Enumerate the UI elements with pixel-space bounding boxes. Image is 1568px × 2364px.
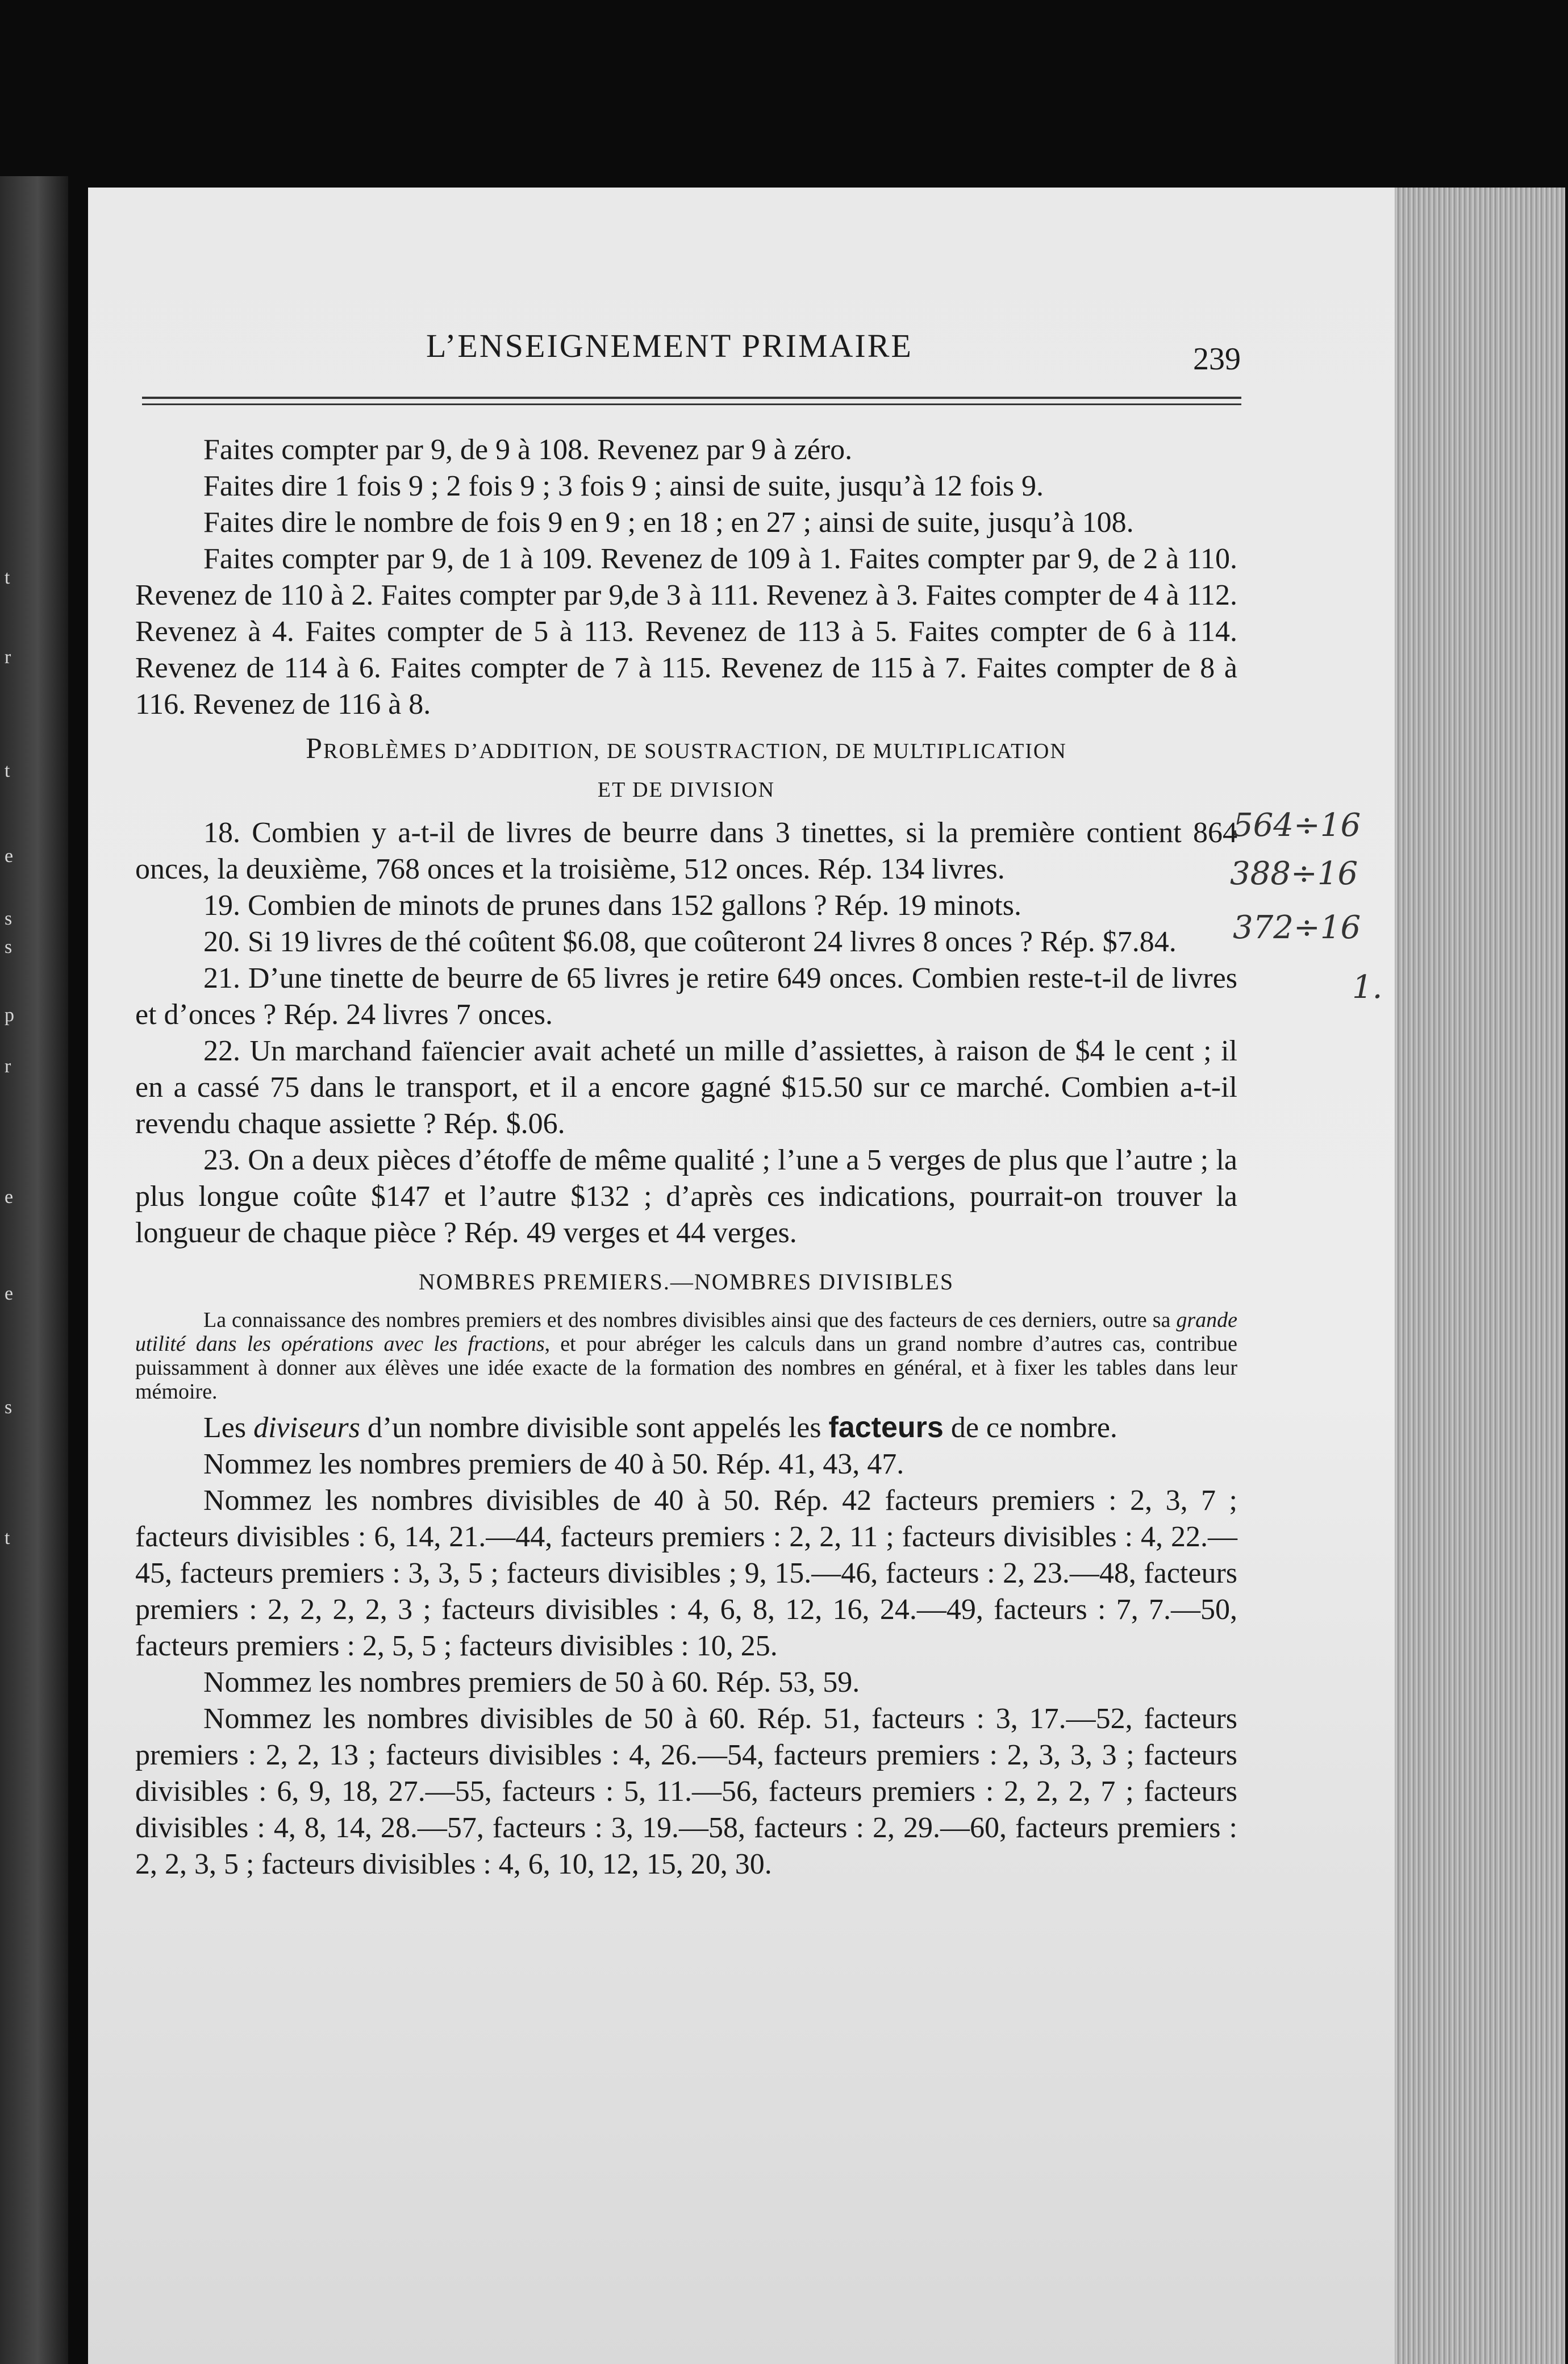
heading-text: ROBLÈMES D’ADDITION, DE SOUSTRACTION, DE MULTIPLICATION (323, 739, 1067, 763)
section-heading-line2 (135, 769, 1237, 808)
paragraph: Faites compter par 9, de 9 à 108. Revenez par 9 à zéro. (203, 434, 853, 466)
problem-19: 19. Combien de minots de prunes dans 152 gallons ? Rép. 19 minots. (203, 889, 1021, 922)
note-text-italic: grande utilité dans les opérations avec les fractions (135, 1308, 1237, 1356)
definition (135, 1409, 1237, 1446)
adjacent-page-letter: s (5, 1397, 12, 1418)
problem-20: 20. Si 19 livres de thé coûtent $6.08, que coûteront 24 livres 8 onces ? Rép. $7.84. (203, 926, 1177, 958)
page-number: 239 (1193, 342, 1241, 377)
exercise: Nommez les nombres premiers de 50 à 60. Rép. 53, 59. (203, 1666, 860, 1699)
problem-21: 21. D’une tinette de beurre de 65 livres je retire 649 onces. Combien reste-t-il de livres et d’onces ? Rép. 24 livres 7 onces. (135, 962, 1237, 1031)
adjacent-page-letter: r (5, 1056, 11, 1077)
note-text: La connaissance des nombres premiers et des nombres divisibles ainsi que des facteurs de ces derniers, outre sa (203, 1308, 1177, 1332)
adjacent-page-letter: t (5, 567, 10, 588)
definition-text: Les (203, 1412, 254, 1444)
section-heading (135, 731, 1237, 769)
adjacent-page-letter: t (5, 760, 10, 781)
running-head: L’ENSEIGNEMENT PRIMAIRE (426, 327, 913, 364)
paragraph: Faites dire 1 fois 9 ; 2 fois 9 ; 3 fois 9 ; ainsi de suite, jusqu’à 12 fois 9. (203, 470, 1044, 502)
adjacent-page-letter: r (5, 647, 11, 668)
definition-term: diviseurs (253, 1412, 360, 1444)
adjacent-page-letter: s (5, 908, 12, 929)
paragraph: Faites dire le nombre de fois 9 en 9 ; en 18 ; en 27 ; ainsi de suite, jusqu’à 108. (203, 506, 1134, 539)
definition-term-bold: facteurs (828, 1411, 944, 1444)
adjacent-page-letter: t (5, 1528, 10, 1549)
handwritten-note: 564÷16 (1233, 807, 1361, 844)
exercise: Nommez les nombres divisibles de 40 à 50. Rép. 42 facteurs premiers : 2, 3, 7 ; facteurs divisibles : 6, 14, 21.—44, facteurs premiers : 2, 2, 11 ; facteurs divisibles : 4, 22.—45, facteurs premiers : 3, 3, 5 ; facteurs divisibles ; 9, 15.—46, facteurs : 2, 23.—48, facteurs premiers : 2, 2, 2, 2, 3 ; facteurs divisibles : 4, 6, 8, 12, 16, 24.—49, facteurs : 7, 7.—50, facteurs premiers : 2, 5, 5 ; facteurs divisibles : 10, 25. (135, 1484, 1237, 1662)
problem-22: 22. Un marchand faïencier avait acheté un mille d’assiettes, à raison de $4 le cent ; il en a cassé 75 dans le transport, et il a encore gagné $15.50 sur ce marché. Combien a-t-il revendu chaque assiette ? Rép. $.06. (135, 1035, 1237, 1140)
note-text: , et pour abréger les calculs dans un grand nombre d’autres cas, contribue puissamment à donner aux élèves une idée exacte de la formation des nombres en général, et à fixer les tables dans leur mémoire. (135, 1332, 1237, 1404)
problem-23: 23. On a deux pièces d’étoffe de même qualité ; l’une a 5 verges de plus que l’autre ; la plus longue coûte $147 et l’autre $132 ; d’après ces indications, pourrait-on trouver la longueur de chaque pièce ? Rép. 49 verges et 44 verges. (135, 1144, 1237, 1249)
handwritten-note: 1. (1352, 969, 1383, 1006)
adjacent-page-letter: e (5, 1283, 14, 1304)
adjacent-page-letter: p (5, 1005, 14, 1026)
header-rule (142, 403, 1241, 405)
exercise: Nommez les nombres premiers de 40 à 50. Rép. 41, 43, 47. (203, 1448, 904, 1480)
section-heading-2: NOMBRES PREMIERS.—NOMBRES DIVISIBLES (418, 1269, 954, 1295)
page-edges (1395, 188, 1565, 2364)
exercise: Nommez les nombres divisibles de 50 à 60. Rép. 51, facteurs : 3, 17.—52, facteurs premiers : 2, 2, 13 ; facteurs divisibles : 4, 26.—54, facteurs premiers : 2, 3, 3, 3 ; facteurs divisibles : 6, 9, 18, 27.—55, facteurs : 5, 11.—56, facteurs premiers : 2, 2, 2, 7 ; facteurs divisibles : 4, 8, 14, 28.—57, facteurs : 3, 19.—58, facteurs : 2, 29.—60, facteurs premiers : 2, 2, 3, 5 ; facteurs divisibles : 4, 6, 10, 12, 15, 20, 30. (135, 1703, 1237, 1880)
definition-text: d’un nombre divisible sont appelés les (360, 1412, 829, 1444)
book-page (88, 188, 1395, 2364)
adjacent-page-strip (0, 176, 68, 2364)
adjacent-page-letter: s (5, 937, 12, 958)
heading-initial: P (306, 732, 324, 765)
heading-text: ET DE DIVISION (597, 778, 775, 802)
teacher-note (135, 1308, 1237, 1404)
adjacent-page-letter: e (5, 1187, 14, 1208)
page-body (135, 432, 1237, 1883)
handwritten-note: 372÷16 (1233, 909, 1361, 946)
definition-text: de ce nombre. (943, 1412, 1117, 1444)
adjacent-page-letter: e (5, 846, 14, 867)
paragraph: Faites compter par 9, de 1 à 109. Revenez de 109 à 1. Faites compter par 9, de 2 à 110. Revenez de 110 à 2. Faites compter par 9,de 3 à 111. Revenez à 3. Faites compter de 4 à 112. Revenez à 4. Faites compter de 5 à 113. Revenez de 113 à 5. Faites compter de 6 à 114. Revenez de 114 à 6. Faites compter de 7 à 115. Revenez de 115 à 7. Faites compter de 8 à 116. Revenez de 116 à 8. (135, 543, 1237, 721)
problem-18: 18. Combien y a-t-il de livres de beurre dans 3 tinettes, si la première contient 864 onces, la deuxième, 768 onces et la troisième, 512 onces. Rép. 134 livres. (135, 817, 1237, 885)
handwritten-note: 388÷16 (1230, 855, 1358, 892)
header-rule (142, 397, 1241, 399)
